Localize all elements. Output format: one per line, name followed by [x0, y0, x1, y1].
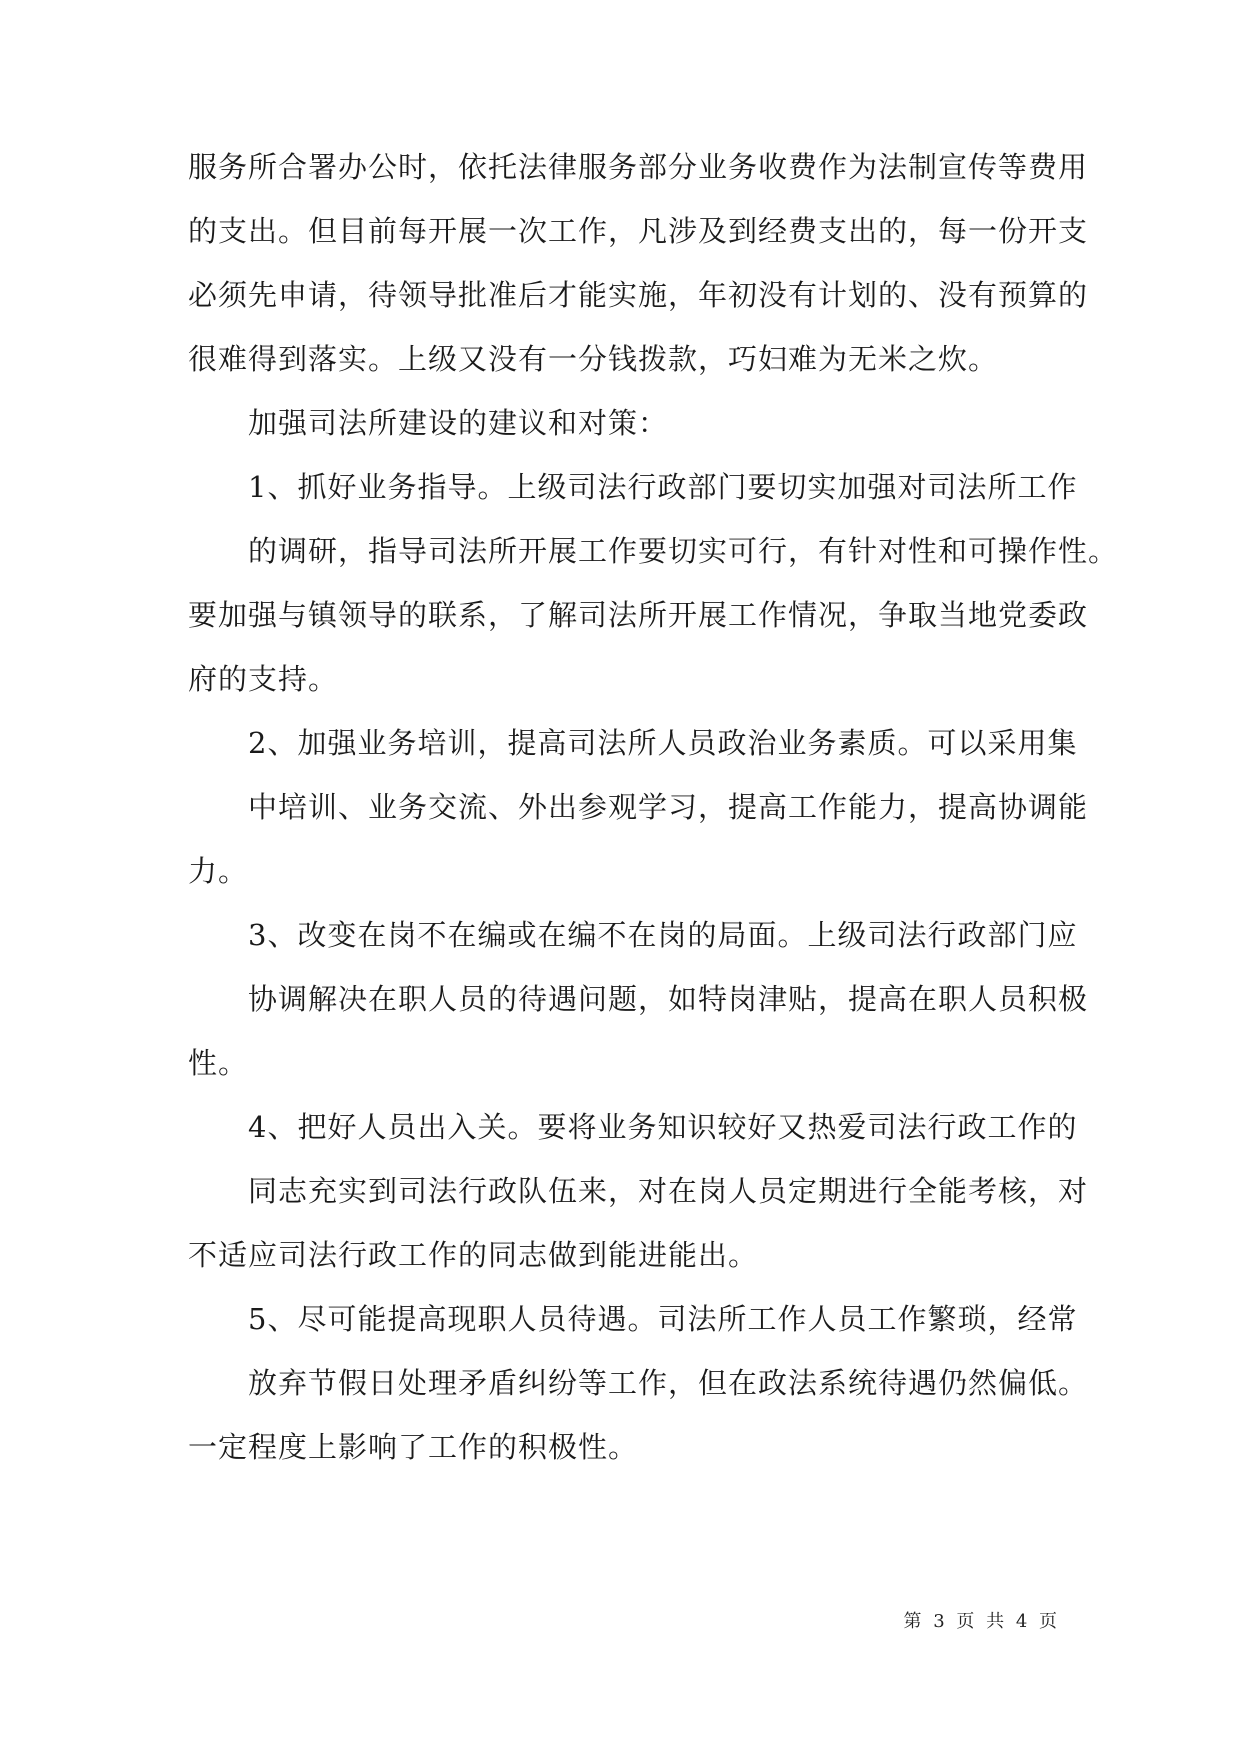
body-line: 放弃节假日处理矛盾纠纷等工作，但在政法系统待遇仍然偏低。	[248, 1366, 1089, 1400]
body-line: 协调解决在职人员的待遇问题，如特岗津贴，提高在职人员积极	[248, 982, 1089, 1016]
body-line: 一定程度上影响了工作的积极性。	[188, 1430, 639, 1464]
body-line: 力。	[188, 854, 249, 888]
list-item-2: 2、加强业务培训，提高司法所人员政治业务素质。可以采用集	[248, 726, 1078, 760]
list-item-3: 3、改变在岗不在编或在编不在岗的局面。上级司法行政部门应	[248, 918, 1078, 952]
body-line: 的调研，指导司法所开展工作要切实可行，有针对性和可操作性。	[248, 534, 1119, 568]
body-line: 中培训、业务交流、外出参观学习，提高工作能力，提高协调能	[248, 790, 1089, 824]
list-item-1: 1、抓好业务指导。上级司法行政部门要切实加强对司法所工作	[248, 470, 1078, 504]
body-line: 不适应司法行政工作的同志做到能进能出。	[188, 1238, 759, 1272]
body-line: 很难得到落实。上级又没有一分钱拨款，巧妇难为无米之炊。	[188, 342, 999, 376]
section-heading: 加强司法所建设的建议和对策：	[248, 406, 669, 440]
list-item-4: 4、把好人员出入关。要将业务知识较好又热爱司法行政工作的	[248, 1110, 1078, 1144]
body-line: 性。	[188, 1046, 249, 1080]
body-line: 服务所合署办公时，依托法律服务部分业务收费作为法制宣传等费用	[188, 150, 1089, 184]
body-line: 的支出。但目前每开展一次工作，凡涉及到经费支出的，每一份开支	[188, 214, 1089, 248]
page-number-footer: 第 3 页 共 4 页	[903, 1611, 1060, 1632]
body-line: 府的支持。	[188, 662, 339, 696]
body-line: 必须先申请，待领导批准后才能实施，年初没有计划的、没有预算的	[188, 278, 1089, 312]
body-line: 同志充实到司法行政队伍来，对在岗人员定期进行全能考核，对	[248, 1174, 1089, 1208]
list-item-5: 5、尽可能提高现职人员待遇。司法所工作人员工作繁琐，经常	[248, 1302, 1078, 1336]
body-line: 要加强与镇领导的联系，了解司法所开展工作情况，争取当地党委政	[188, 598, 1089, 632]
